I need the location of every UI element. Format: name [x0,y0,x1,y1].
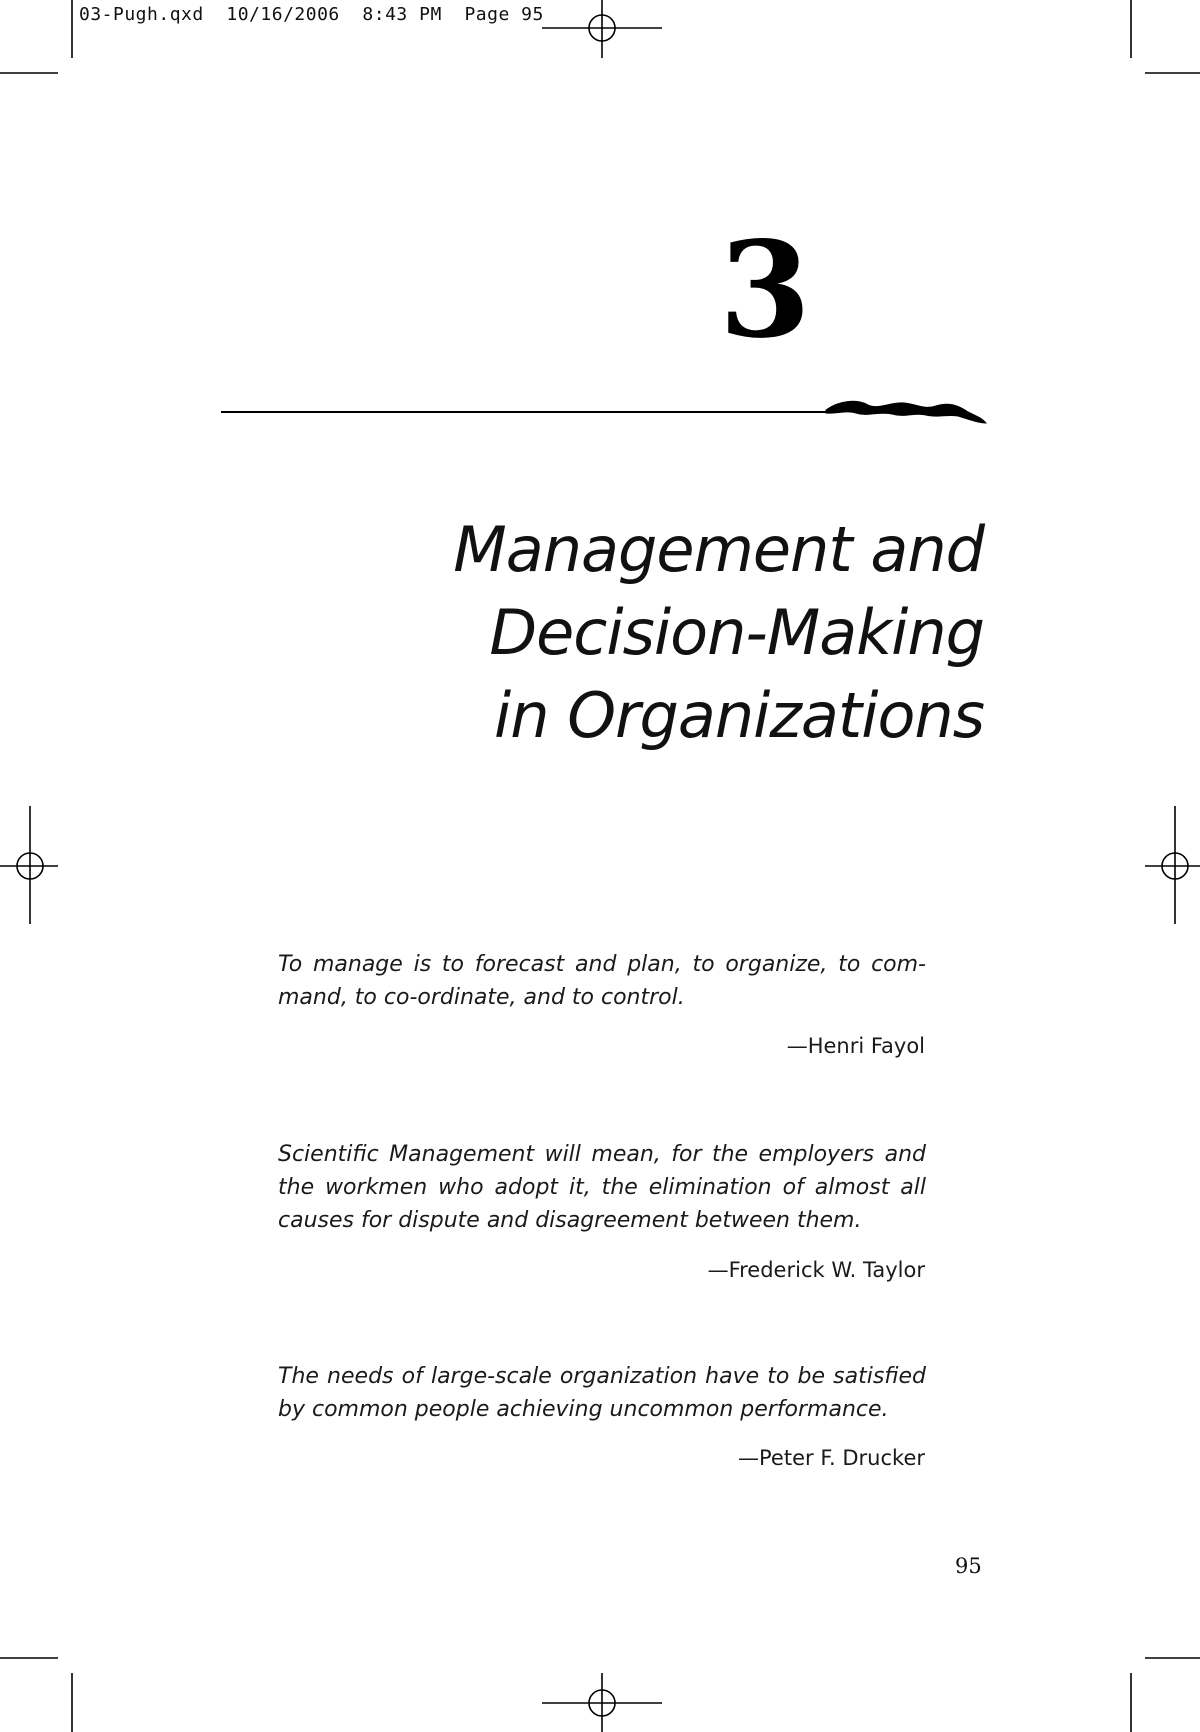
epigraph-line: by common people achieving uncommon performance. [278,1397,889,1422]
epigraph-quote [278,1138,926,1237]
epigraph-quote [278,948,926,1014]
chapter-number: 3 [719,213,811,368]
epigraph-line: To manage is to forecast and plan, to organize, to com- [278,952,926,977]
chapter-title [453,508,984,757]
epigraph-attribution: —Peter F. Drucker [738,1446,925,1470]
epigraph-line: Scientific Management will mean, for the employers and [278,1142,926,1167]
registration-mark-bottom [542,1673,662,1732]
registration-mark-left [0,806,58,924]
epigraph-line: the workmen who adopt it, the elimination of almost all [278,1175,926,1200]
epigraph-attribution: —Frederick W. Taylor [707,1258,925,1282]
chapter-title-line: in Organizations [494,679,984,752]
epigraph-line: causes for dispute and disagreement between them. [278,1208,862,1233]
epigraph-quote [278,1360,926,1426]
page-number: 95 [955,1554,982,1578]
chapter-title-line: Decision-Making [489,596,984,669]
epigraph-line: The needs of large-scale organization have to be satisfied [278,1364,926,1389]
epigraph-line: mand, to co-ordinate, and to control. [278,985,685,1010]
chapter-rule [221,401,986,423]
registration-mark-top [542,0,662,58]
registration-mark-right [1145,806,1200,924]
print-slug: 03-Pugh.qxd 10/16/2006 8:43 PM Page 95 [79,4,544,25]
epigraph-attribution: —Henri Fayol [786,1034,925,1058]
chapter-title-line: Management and [453,513,984,586]
